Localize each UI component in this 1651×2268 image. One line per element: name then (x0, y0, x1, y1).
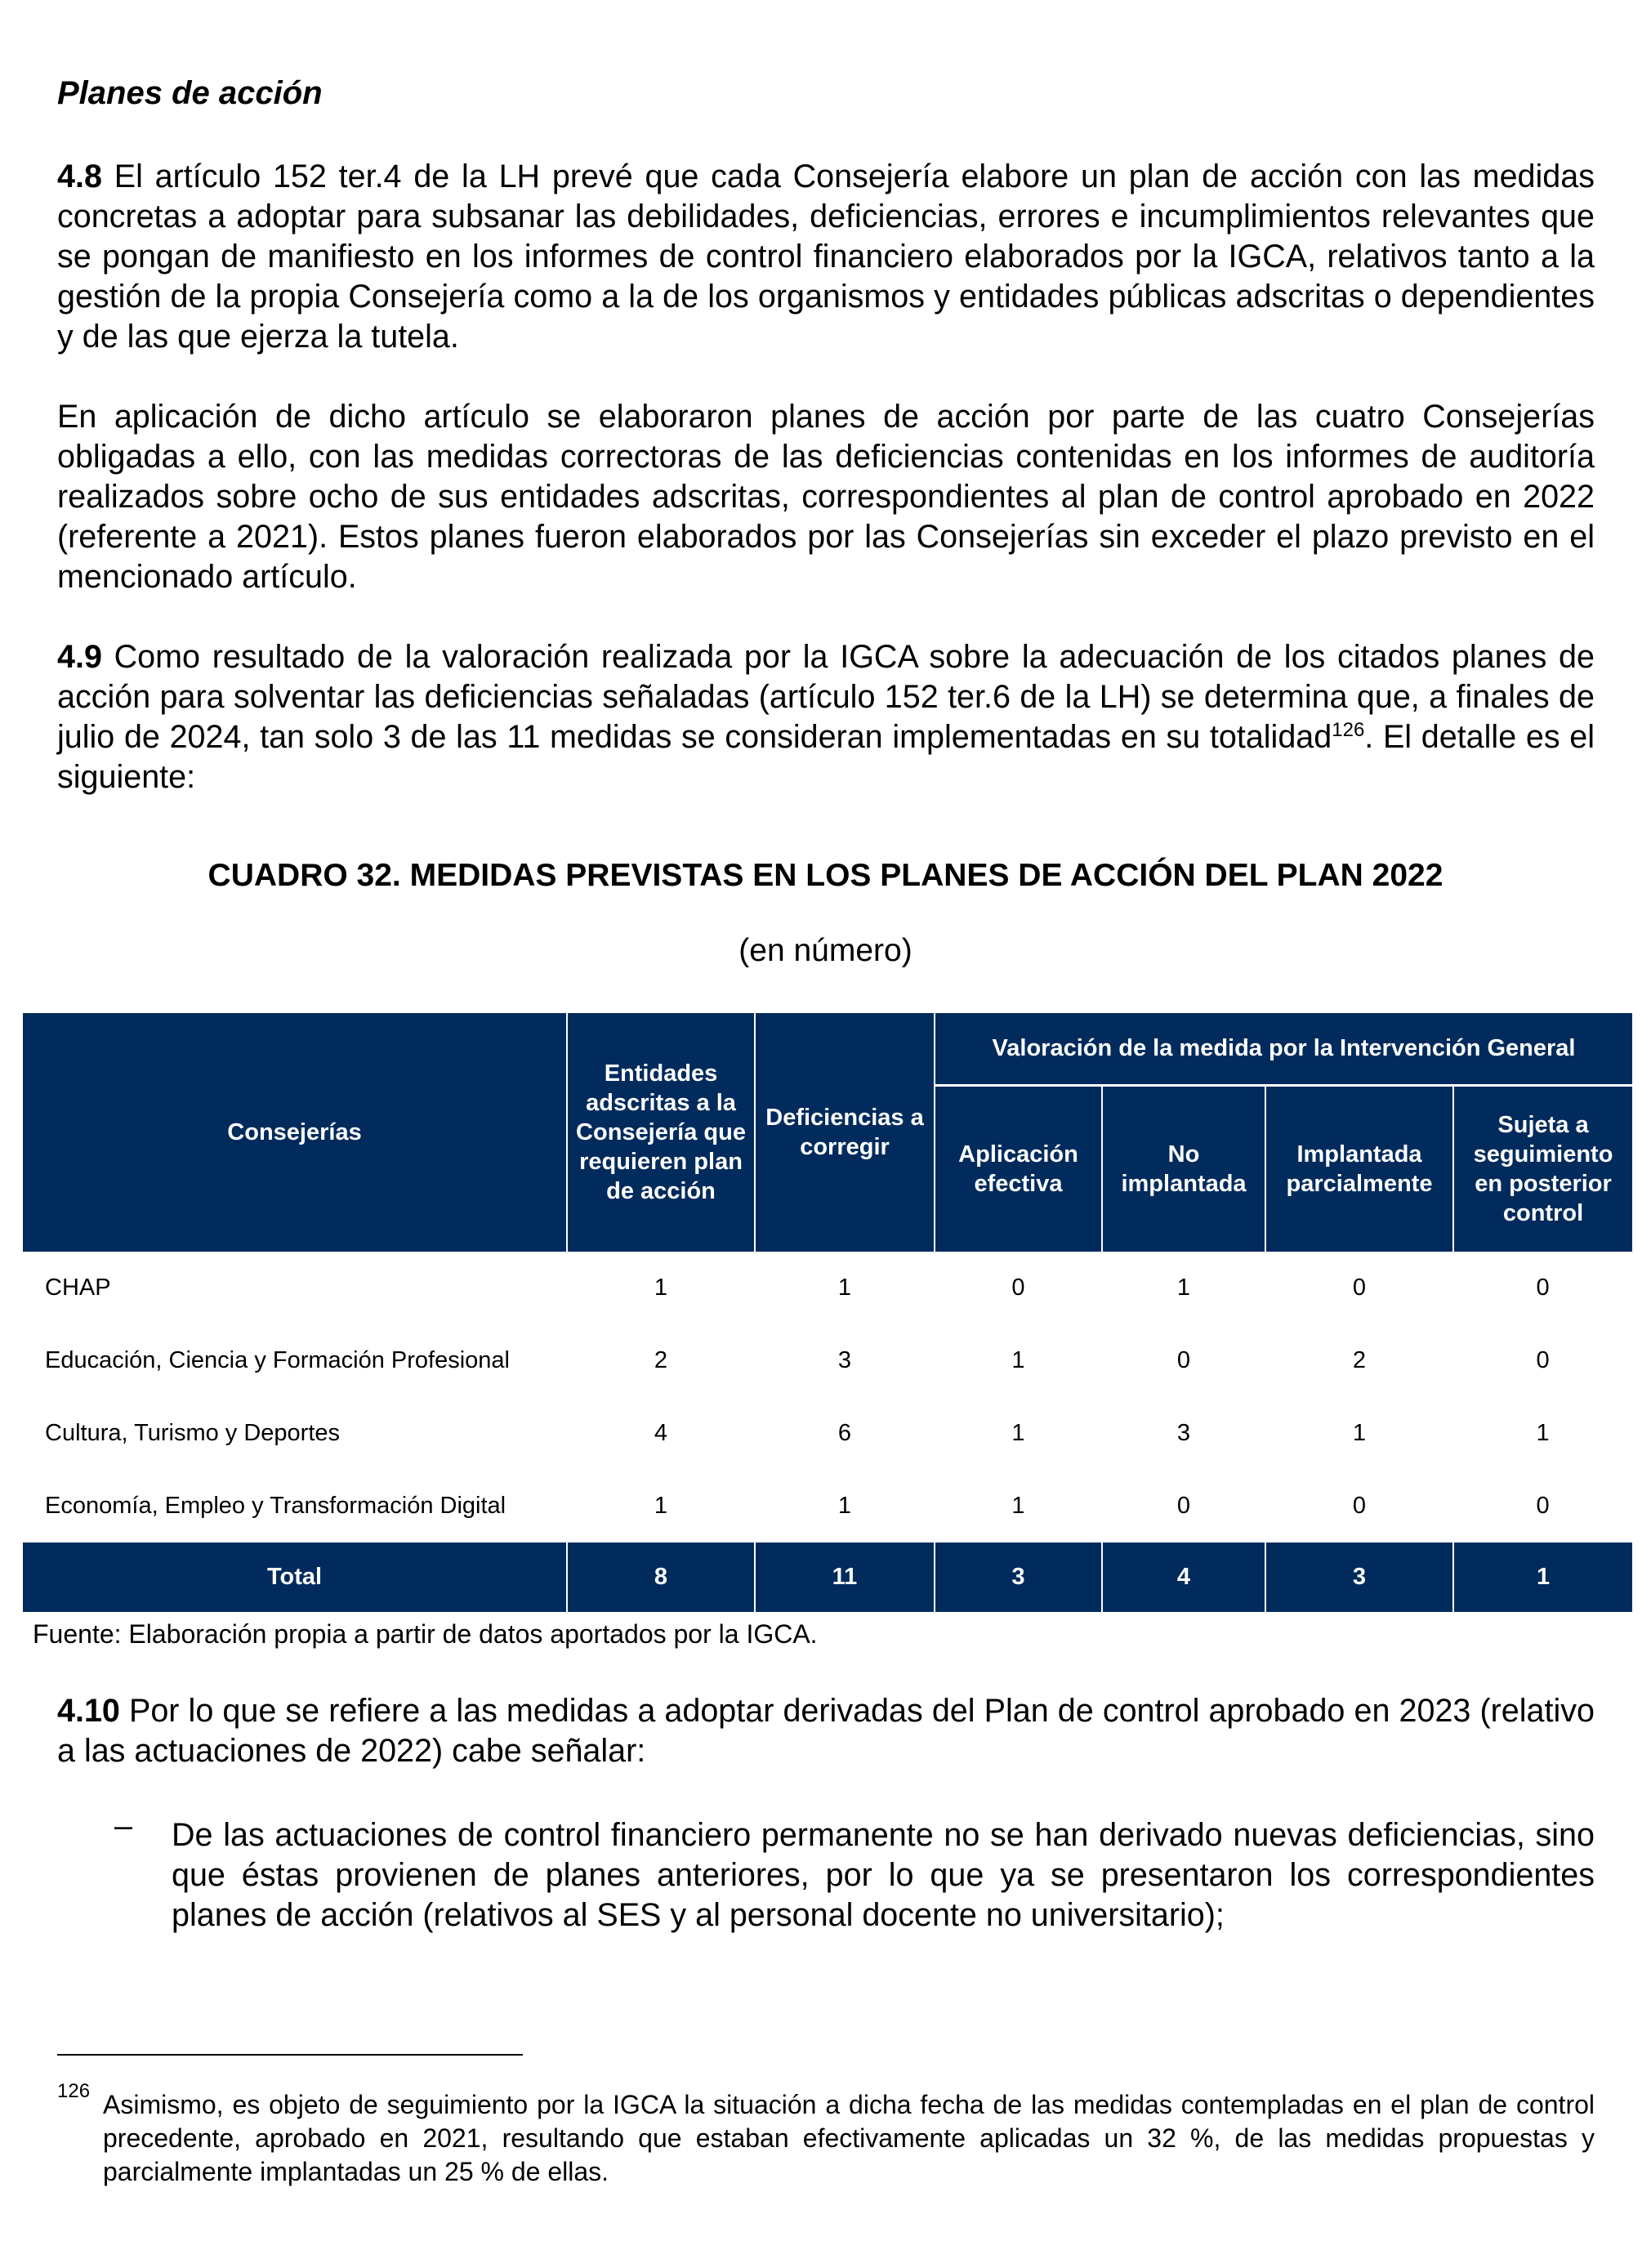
paragraph-number: 4.9 (57, 639, 102, 675)
cell: 0 (1536, 1493, 1550, 1519)
header-deficiencias: Deficiencias a corregir (755, 1013, 935, 1252)
header-aplicacion: Aplicación efectiva (935, 1085, 1102, 1252)
paragraph-text: Por lo que se refiere a las medidas a adoptar derivadas del Plan de control aprobado en 2023 (relativo a las actuaciones de 2022) cabe señalar: (57, 1693, 1595, 1769)
cell: 2 (654, 1347, 668, 1373)
total-row (23, 1543, 1632, 1612)
cell: 1 (837, 1275, 852, 1301)
table-source: Fuente: Elaboración propia a partir de datos aportados por la IGCA. (33, 1619, 818, 1649)
cell: 3 (1176, 1420, 1191, 1446)
footnote-separator (57, 2054, 523, 2056)
header-no-implantada: No implantada (1102, 1085, 1265, 1252)
cell: 0 (1176, 1493, 1191, 1519)
cell: 1 (654, 1493, 668, 1519)
cell: 1 (837, 1493, 852, 1519)
cell: 2 (1352, 1347, 1367, 1373)
table-subtitle: (en número) (738, 933, 913, 968)
table-row (23, 1397, 1632, 1470)
paragraph-4-8-b: En aplicación de dicho artículo se elaboraron planes de acción por parte de las cuatro Consejerías obligadas a ello, con las medidas correctoras de las deficiencias contenidas en los informes de auditoría realizados sobre ocho de sus entidades adscritas, correspondientes al plan de control aprobado en 2022 (referente a 2021). Estos planes fueron elaborados por las Consejerías sin exceder el plazo previsto en el mencionado artículo. (57, 399, 1595, 595)
footnote-text: Asimismo, es objeto de seguimiento por la IGCA la situación a dicha fecha de las medidas contempladas en el plan de control precedente, aprobado en 2021, resultando que estaban efectivamente aplicadas un 32 %, de las medidas propuestas y parcialmente implantadas un 25 % de ellas. (103, 2090, 1595, 2186)
paragraph-text: Como resultado de la valoración realizada por la IGCA sobre la adecuación de los citados planes de acción para solventar las deficiencias señaladas (artículo 152 ter.6 de la LH) se determina que, a finales de julio de 2024, tan solo 3 de las 11 medidas se consideran implementadas en su totalidad (57, 639, 1595, 755)
table-row (23, 1470, 1632, 1543)
total-cell: 3 (935, 1543, 1102, 1612)
cell: 1 (654, 1275, 668, 1301)
total-label: Total (23, 1543, 567, 1612)
cell: 1 (1176, 1275, 1191, 1301)
cell: 1 (1011, 1493, 1025, 1519)
row-name: CHAP (45, 1275, 111, 1301)
cell: 0 (1352, 1275, 1367, 1301)
footnote-number: 126 (57, 2080, 91, 2102)
header-consejerias: Consejerías (23, 1013, 567, 1252)
total-cell: 3 (1265, 1543, 1453, 1612)
section-heading: Planes de acción (57, 75, 323, 111)
measures-table (23, 1013, 1632, 1612)
bullet-dash: – (114, 1808, 132, 1844)
cell: 0 (1352, 1493, 1367, 1519)
cell: 1 (1352, 1420, 1367, 1446)
paragraph-text-end: . El detalle es el siguiente: (57, 719, 1595, 795)
cell: 3 (837, 1347, 852, 1373)
bullet-text: De las actuaciones de control financiero permanente no se han derivado nuevas deficiencias, sino que éstas provienen de planes anteriores, por lo que ya se presentaron los correspondientes planes de acción (relativos al SES y al personal docente no universitario); (172, 1817, 1595, 1933)
cell: 6 (837, 1420, 852, 1446)
table-row (23, 1324, 1632, 1397)
cell: 1 (1011, 1420, 1025, 1446)
paragraph-4-9 (57, 637, 1595, 797)
total-cell: 4 (1102, 1543, 1265, 1612)
header-parcial: Implantada parcialmente (1265, 1085, 1453, 1252)
header-entidades: Entidades adscritas a la Consejería que requieren plan de acción (567, 1013, 755, 1252)
table-row (23, 1252, 1632, 1324)
cell: 0 (1176, 1347, 1191, 1373)
row-name: Economía, Empleo y Transformación Digital (45, 1493, 506, 1519)
total-cell: 1 (1453, 1543, 1632, 1612)
paragraph-text: El artículo 152 ter.4 de la LH prevé que cada Consejería elabore un plan de acción con las medidas concretas a adoptar para subsanar las debilidades, deficiencias, errores e incumplimientos relevantes que se pongan de manifiesto en los informes de control financiero elaborados por la IGCA, relativos tanto a la gestión de la propia Consejería como a la de los organismos y entidades públicas adscritas o dependientes y de las que ejerza la tutela. (57, 158, 1595, 355)
cell: 1 (1011, 1347, 1025, 1373)
header-sujeta: Sujeta a seguimiento en posterior control (1453, 1085, 1632, 1252)
cell: 0 (1536, 1347, 1550, 1373)
cell: 0 (1536, 1275, 1550, 1301)
row-name: Cultura, Turismo y Deportes (45, 1420, 341, 1446)
row-name: Educación, Ciencia y Formación Profesional (45, 1347, 510, 1373)
footnote-ref: 126 (1332, 718, 1365, 741)
paragraph-number: 4.10 (57, 1693, 120, 1729)
header-valoracion: Valoración de la medida por la Intervención General (935, 1013, 1632, 1085)
total-cell: 8 (567, 1543, 755, 1612)
total-cell: 11 (755, 1543, 935, 1612)
cell: 1 (1536, 1420, 1550, 1446)
paragraph-number: 4.8 (57, 158, 102, 194)
table-title: CUADRO 32. MEDIDAS PREVISTAS EN LOS PLANES DE ACCIÓN DEL PLAN 2022 (207, 858, 1444, 893)
paragraph-4-10 (57, 1691, 1595, 1771)
paragraph-4-8 (57, 157, 1595, 357)
cell: 4 (654, 1420, 668, 1446)
cell: 0 (1011, 1275, 1025, 1301)
